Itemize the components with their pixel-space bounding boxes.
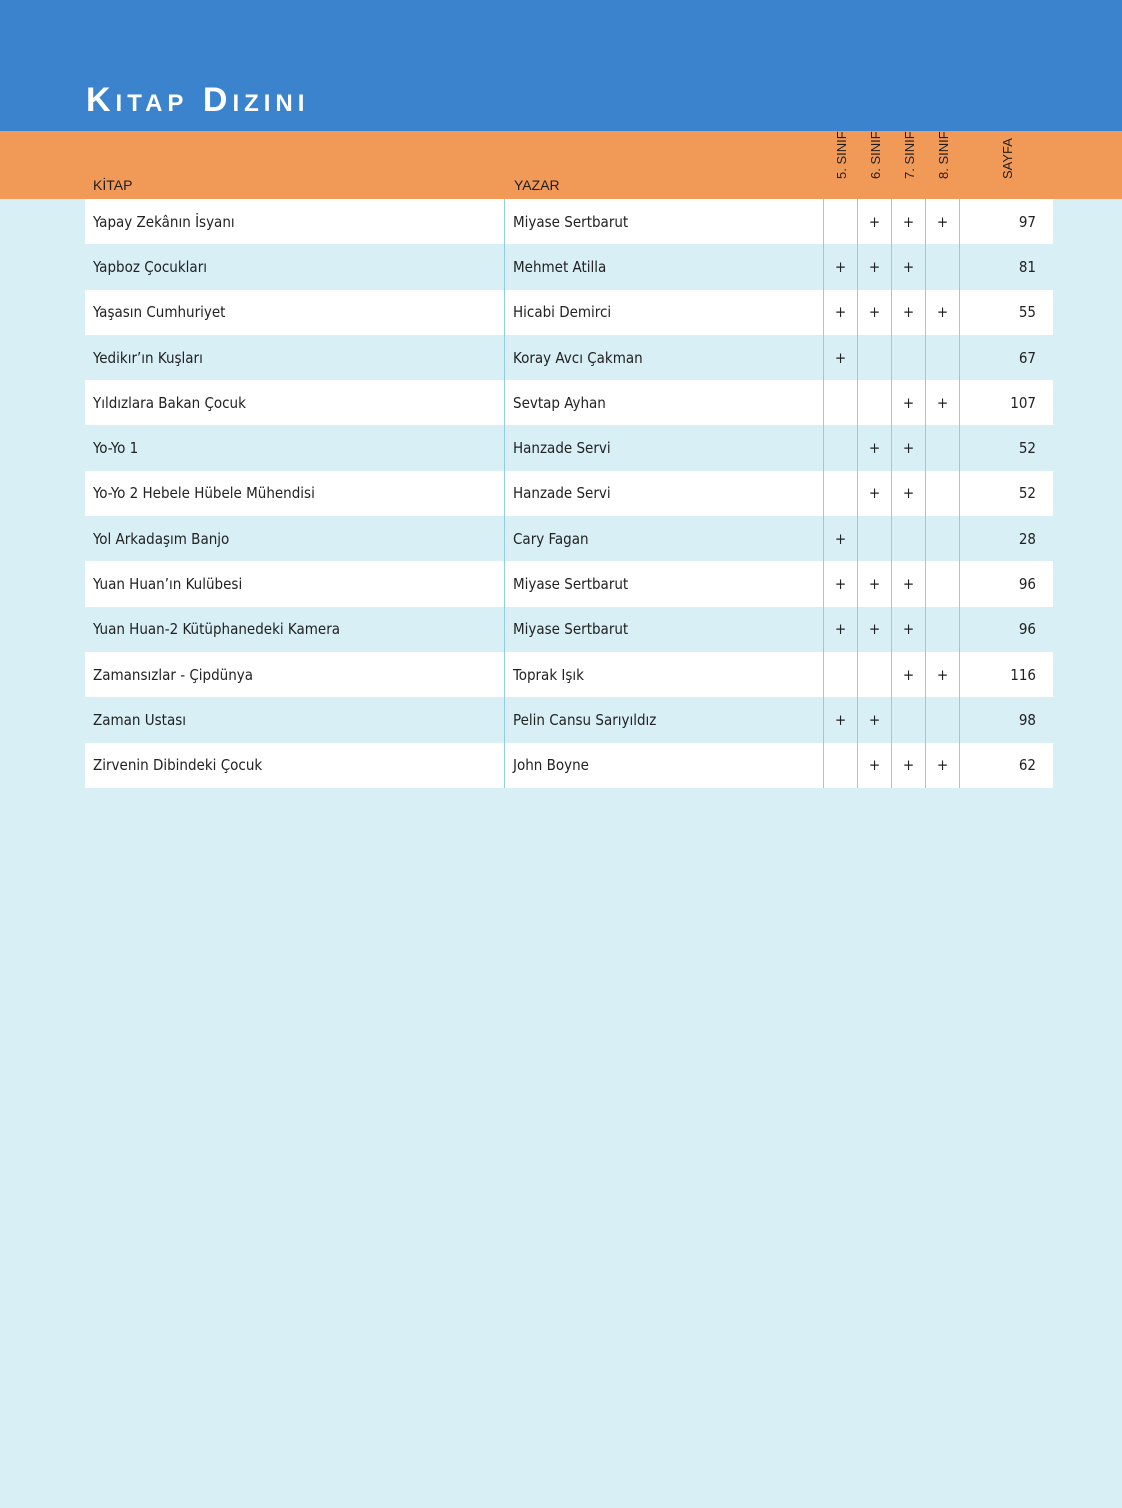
grade6-cell: + — [858, 607, 892, 652]
grade7-cell: + — [892, 743, 926, 788]
header-grade6: 6. SINIF — [868, 131, 883, 179]
book-title-cell: Zirvenin Dibindeki Çocuk — [85, 743, 505, 788]
author-cell: Miyase Sertbarut — [505, 607, 824, 652]
author-cell: Miyase Sertbarut — [505, 199, 824, 244]
author-cell: Sevtap Ayhan — [505, 380, 824, 425]
grade7-cell: + — [892, 244, 926, 289]
grade5-cell — [824, 743, 858, 788]
author-cell: Cary Fagan — [505, 516, 824, 561]
grade8-cell — [926, 244, 960, 289]
author-cell: Mehmet Atilla — [505, 244, 824, 289]
table-row — [85, 380, 1053, 425]
grade8-cell — [926, 425, 960, 470]
header-grade5: 5. SINIF — [834, 131, 849, 179]
grade7-cell: + — [892, 561, 926, 606]
book-title-cell: Yol Arkadaşım Banjo — [85, 516, 505, 561]
book-title-cell: Yaşasın Cumhuriyet — [85, 290, 505, 335]
page-number-cell: 81 — [1018, 257, 1036, 276]
table-row — [85, 743, 1053, 788]
grade5-cell — [824, 652, 858, 697]
grade7-cell: + — [892, 652, 926, 697]
book-title-cell: Yo-Yo 1 — [85, 425, 505, 470]
grade6-cell: + — [858, 471, 892, 516]
header-page: SAYFA — [1000, 138, 1015, 179]
grade7-cell: + — [892, 425, 926, 470]
author-cell: Hanzade Servi — [505, 425, 824, 470]
book-title-cell: Yuan Huan-2 Kütüphanedeki Kamera — [85, 607, 505, 652]
page-number-cell: 62 — [1018, 756, 1036, 775]
grade6-cell: + — [858, 199, 892, 244]
author-cell: Miyase Sertbarut — [505, 561, 824, 606]
table-row — [85, 561, 1053, 606]
author-cell: Pelin Cansu Sarıyıldız — [505, 697, 824, 742]
author-cell: Koray Avcı Çakman — [505, 335, 824, 380]
table-row — [85, 607, 1053, 652]
grade5-cell: + — [824, 516, 858, 561]
grade5-cell: + — [824, 244, 858, 289]
header-author: YAZAR — [514, 177, 560, 193]
page-number-cell: 98 — [1018, 710, 1036, 729]
grade6-cell: + — [858, 425, 892, 470]
table-row — [85, 652, 1053, 697]
grade8-cell — [926, 561, 960, 606]
grade7-cell: + — [892, 380, 926, 425]
grade8-cell: + — [926, 199, 960, 244]
grade6-cell — [858, 335, 892, 380]
grade6-cell — [858, 652, 892, 697]
grade5-cell: + — [824, 697, 858, 742]
grade8-cell: + — [926, 380, 960, 425]
header-book: KİTAP — [93, 177, 133, 193]
title-banner — [0, 0, 1122, 131]
grade7-cell: + — [892, 199, 926, 244]
grade8-cell — [926, 607, 960, 652]
book-title-cell: Zaman Ustası — [85, 697, 505, 742]
grade5-cell: + — [824, 290, 858, 335]
page-number-cell: 107 — [1010, 393, 1036, 412]
book-table — [85, 199, 1053, 788]
grade5-cell: + — [824, 335, 858, 380]
grade5-cell — [824, 380, 858, 425]
book-title-cell: Yo-Yo 2 Hebele Hübele Mühendisi — [85, 471, 505, 516]
page-number-cell: 52 — [1018, 439, 1036, 458]
table-row — [85, 335, 1053, 380]
table-row — [85, 244, 1053, 289]
table-row — [85, 199, 1053, 244]
grade8-cell: + — [926, 290, 960, 335]
table-row — [85, 425, 1053, 470]
grade7-cell — [892, 335, 926, 380]
grade5-cell — [824, 199, 858, 244]
book-title-cell: Yıldızlara Bakan Çocuk — [85, 380, 505, 425]
author-cell: Toprak Işık — [505, 652, 824, 697]
grade7-cell — [892, 697, 926, 742]
book-title-cell: Yapboz Çocukları — [85, 244, 505, 289]
book-title-cell: Zamansızlar - Çipdünya — [85, 652, 505, 697]
table-row — [85, 471, 1053, 516]
grade8-cell: + — [926, 652, 960, 697]
book-title-cell: Yedikır’ın Kuşları — [85, 335, 505, 380]
grade7-cell — [892, 516, 926, 561]
page-number-cell: 67 — [1018, 348, 1036, 367]
grade6-cell: + — [858, 697, 892, 742]
grade6-cell: + — [858, 290, 892, 335]
table-row — [85, 290, 1053, 335]
author-cell: John Boyne — [505, 743, 824, 788]
grade5-cell — [824, 425, 858, 470]
grade5-cell — [824, 471, 858, 516]
page-number-cell: 96 — [1018, 575, 1036, 594]
page-title: Kitap Dizini — [86, 81, 310, 119]
grade5-cell: + — [824, 607, 858, 652]
page-number-cell: 97 — [1018, 212, 1036, 231]
table-row — [85, 516, 1053, 561]
author-cell: Hanzade Servi — [505, 471, 824, 516]
grade6-cell — [858, 516, 892, 561]
grade8-cell — [926, 471, 960, 516]
header-grade8: 8. SINIF — [936, 131, 951, 179]
grade7-cell: + — [892, 607, 926, 652]
grade6-cell — [858, 380, 892, 425]
grade8-cell: + — [926, 743, 960, 788]
page-number-cell: 52 — [1018, 484, 1036, 503]
page-number-cell: 28 — [1018, 529, 1036, 548]
table-row — [85, 697, 1053, 742]
header-grade7: 7. SINIF — [902, 131, 917, 179]
page-number-cell: 96 — [1018, 620, 1036, 639]
page-number-cell: 116 — [1010, 665, 1036, 684]
grade8-cell — [926, 697, 960, 742]
page-number-cell: 55 — [1018, 303, 1036, 322]
grade6-cell: + — [858, 743, 892, 788]
author-cell: Hicabi Demirci — [505, 290, 824, 335]
grade8-cell — [926, 335, 960, 380]
grade6-cell: + — [858, 561, 892, 606]
grade5-cell: + — [824, 561, 858, 606]
grade8-cell — [926, 516, 960, 561]
grade7-cell: + — [892, 290, 926, 335]
book-title-cell: Yuan Huan’ın Kulübesi — [85, 561, 505, 606]
book-title-cell: Yapay Zekânın İsyanı — [85, 199, 505, 244]
grade6-cell: + — [858, 244, 892, 289]
grade7-cell: + — [892, 471, 926, 516]
